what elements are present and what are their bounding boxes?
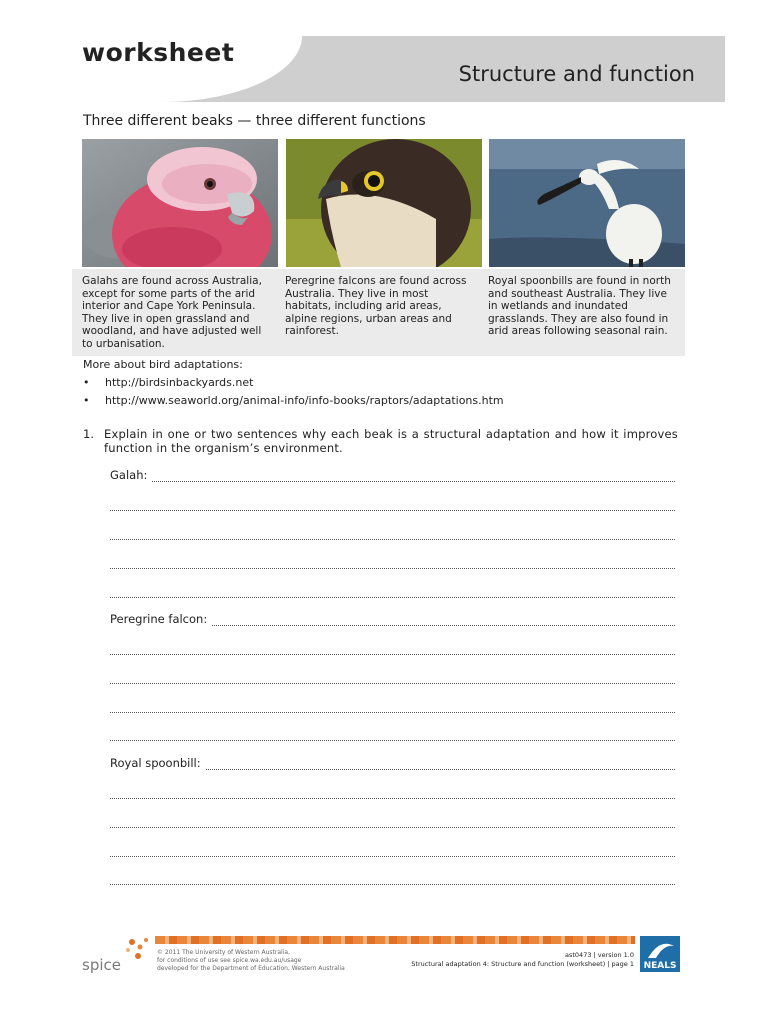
answer-line[interactable] (110, 671, 675, 684)
answer-line[interactable] (110, 700, 675, 713)
spice-logo (82, 936, 152, 976)
answer-line[interactable] (110, 585, 675, 598)
answer-line[interactable] (110, 527, 675, 540)
section-subtitle: Three different beaks — three different functions (83, 113, 426, 129)
answer-line[interactable] (110, 815, 675, 828)
royal-spoonbill-caption: Royal spoonbills are found in north and southeast Australia. They live in wetlands and inundated grasslands. They are also found in arid areas following seasonal rain. (488, 275, 671, 337)
svg-text:spice: spice (82, 956, 121, 974)
answer-line[interactable] (110, 642, 675, 655)
galah-label: Galah: (110, 468, 151, 482)
resource-link-item (83, 376, 253, 389)
peregrine-falcon-photo (286, 139, 482, 267)
resources-heading: More about bird adaptations: (83, 358, 243, 371)
answer-line[interactable] (110, 872, 675, 885)
page-title: Structure and function (458, 62, 695, 86)
document-page-info: Structural adaptation 4: Structure and function (worksheet) | page 1 (411, 960, 634, 968)
peregrine-falcon-label: Peregrine falcon: (110, 612, 211, 626)
answer-line[interactable] (110, 556, 675, 569)
bullet-icon: • (83, 394, 90, 407)
document-info (411, 951, 634, 969)
footer-stripe (155, 936, 635, 944)
peregrine-falcon-caption: Peregrine falcons are found across Australia. They live in most habitats, including arid areas, alpine regions, urban areas and rainforest. (285, 275, 467, 337)
question-number: 1. (83, 427, 94, 441)
resource-link-1[interactable]: http://birdsinbackyards.net (105, 376, 254, 389)
royal-spoonbill-answer-line[interactable] (110, 757, 675, 770)
document-code: ast0473 | version 1.0 (565, 951, 634, 959)
peregrine-falcon-answer-line[interactable] (110, 613, 675, 626)
answer-line[interactable] (110, 728, 675, 741)
royal-spoonbill-photo (489, 139, 685, 267)
royal-spoonbill-label: Royal spoonbill: (110, 756, 205, 770)
copyright-notice: © 2011 The University of Western Australia, for conditions of use see spice.wa.edu.au/usage developed for the Department of Education, Western Australia (157, 949, 345, 972)
neals-logo: NEALS (640, 936, 680, 972)
answer-line[interactable] (110, 498, 675, 511)
resource-link-item (83, 394, 504, 407)
header-banner (42, 36, 725, 102)
resource-link-2[interactable]: http://www.seaworld.org/animal-info/info-books/raptors/adaptations.htm (105, 394, 504, 407)
galah-caption: Galahs are found across Australia, except for some parts of the arid interior and Cape York Peninsula. They live in open grassland and woodland, and have adjusted well to urbanisation. (82, 275, 262, 350)
answer-line[interactable] (110, 786, 675, 799)
galah-answer-line[interactable] (110, 469, 675, 482)
bullet-icon: • (83, 376, 90, 389)
galah-photo (82, 139, 278, 267)
worksheet-brand: worksheet (82, 38, 235, 67)
question-text: Explain in one or two sentences why each beak is a structural adaptation and how it improves function in the organism’s environment. (104, 427, 678, 455)
answer-line[interactable] (110, 844, 675, 857)
